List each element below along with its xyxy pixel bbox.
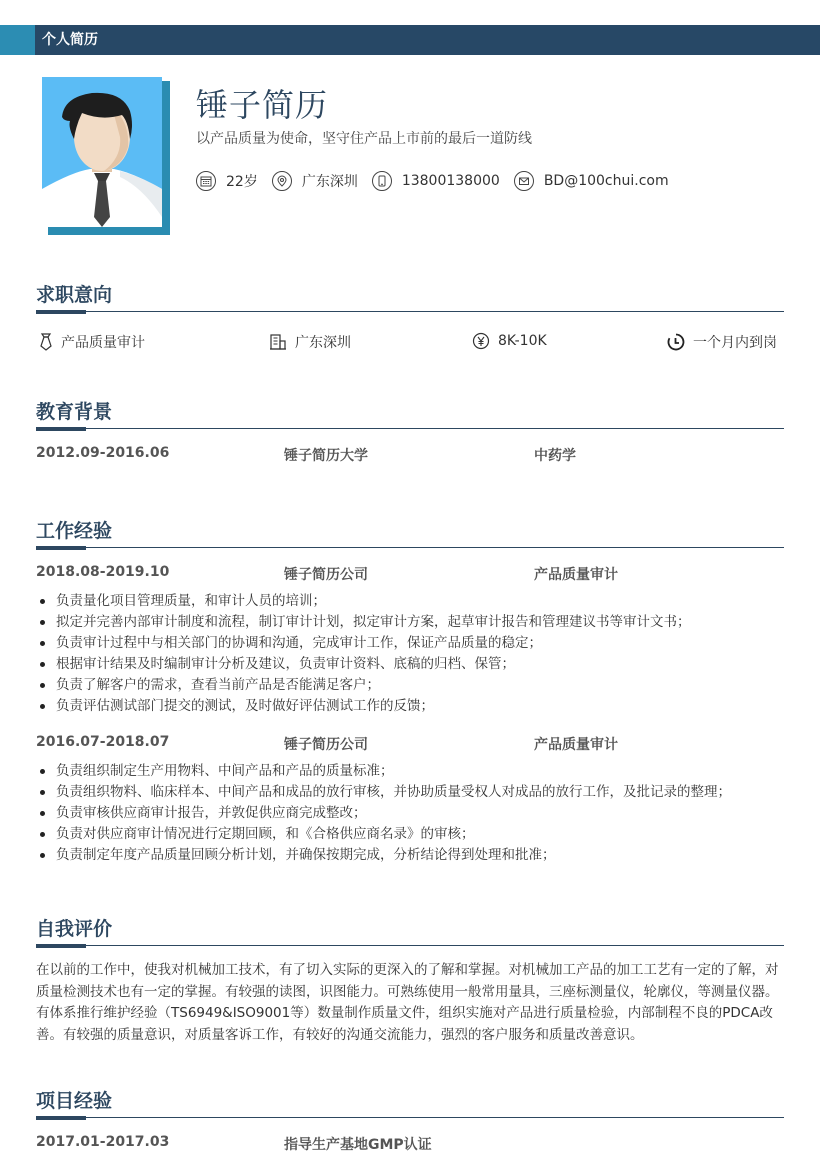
candidate-name: 锤子简历 xyxy=(196,86,329,124)
intent-availability xyxy=(667,332,777,352)
email-icon xyxy=(514,171,534,191)
section-underline xyxy=(36,310,86,314)
contact-list xyxy=(196,171,683,191)
work-period: 2018.08-2019.10 xyxy=(36,564,170,580)
section-underline xyxy=(36,546,86,550)
work-position: 产品质量审计 xyxy=(534,567,618,583)
section-underline xyxy=(36,944,86,948)
work-position: 产品质量审计 xyxy=(534,737,618,753)
duty-item: 负责评估测试部门提交的测试，及时做好评估测试工作的反馈； xyxy=(36,696,784,717)
avatar xyxy=(42,77,170,235)
section-self-eval xyxy=(36,916,784,1046)
contact-location xyxy=(272,171,358,191)
header-accent xyxy=(0,25,35,55)
phone-icon xyxy=(372,171,392,191)
person-illustration-icon xyxy=(42,77,162,227)
section-projects xyxy=(36,1088,784,1154)
work-period: 2016.07-2018.07 xyxy=(36,734,170,750)
work-duties xyxy=(36,591,784,717)
section-education xyxy=(36,399,784,465)
section-title: 项目经验 xyxy=(36,1090,113,1112)
education-school: 锤子简历大学 xyxy=(284,448,368,464)
clock-icon xyxy=(667,333,685,351)
education-major: 中药学 xyxy=(534,448,576,464)
duty-item: 负责审核供应商审计报告，并敦促供应商完成整改； xyxy=(36,803,784,824)
location-icon xyxy=(272,171,292,191)
phone-value[interactable]: 13800138000 xyxy=(401,173,500,189)
project-name: 指导生产基地GMP认证 xyxy=(284,1137,432,1153)
section-underline xyxy=(36,427,86,431)
section-header xyxy=(36,916,784,946)
intent-position-value: 产品质量审计 xyxy=(61,335,145,351)
section-header xyxy=(36,282,784,312)
duty-item: 负责组织制定生产用物料、中间产品和产品的质量标准； xyxy=(36,761,784,782)
header-bar xyxy=(0,25,820,55)
section-job-intent xyxy=(36,282,784,312)
section-work xyxy=(36,518,784,866)
job-intent-list xyxy=(36,332,784,352)
section-title: 求职意向 xyxy=(36,284,113,306)
section-title: 工作经验 xyxy=(36,520,113,542)
location-value: 广东深圳 xyxy=(301,174,358,190)
section-underline xyxy=(36,1116,86,1120)
building-icon xyxy=(269,333,287,351)
section-header xyxy=(36,518,784,548)
project-period: 2017.01-2017.03 xyxy=(36,1134,170,1150)
avatar-photo xyxy=(42,77,162,227)
work-entry-header xyxy=(36,734,784,754)
duty-item: 负责审计过程中与相关部门的协调和沟通，完成审计工作，保证产品质量的稳定； xyxy=(36,633,784,654)
motto: 以产品质量为使命，坚守住产品上市前的最后一道防线 xyxy=(196,131,532,147)
tie-icon xyxy=(39,333,53,351)
section-header xyxy=(36,399,784,429)
age-value: 22岁 xyxy=(226,174,258,190)
contact-phone xyxy=(372,171,500,191)
education-period: 2012.09-2016.06 xyxy=(36,445,170,461)
self-eval-text: 在以前的工作中，使我对机械加工技术，有了切入实际的更深入的了解和掌握。对机械加工产品的加工工艺有一定的了解，对质量检测技术也有一定的掌握。有较强的读图，识图能力。可熟练使用一般常用量具，三座标测量仪，轮廓仪，等测量仪器。有体系推行维护经验（TS6949&ISO9001等）数量制作质量文件，组织实施对产品进行质量检验，内部制程不良的PDCA改善。有较强的质量意识，对质量客诉工作，有较好的沟通交流能力，强烈的客户服务和质量改善意识。 xyxy=(36,962,779,1043)
intent-city xyxy=(269,332,351,352)
contact-age xyxy=(196,171,258,191)
intent-salary-value: 8K-10K xyxy=(498,333,547,349)
duty-item: 负责了解客户的需求，查看当前产品是否能满足客户； xyxy=(36,675,784,696)
contact-email xyxy=(514,171,669,191)
duty-item: 负责组织物料、临床样本、中间产品和成品的放行审核，并协助质量受权人对成品的放行工作，及批记录的整理； xyxy=(36,782,784,803)
email-value[interactable]: BD@100chui.com xyxy=(543,173,669,189)
duty-item: 负责对供应商审计情况进行定期回顾，和《合格供应商名录》的审核； xyxy=(36,824,784,845)
work-duties xyxy=(36,761,784,866)
calendar-icon xyxy=(196,171,216,191)
education-entry xyxy=(36,445,784,465)
yuan-icon xyxy=(472,332,490,350)
work-entry-header xyxy=(36,564,784,584)
work-company: 锤子简历公司 xyxy=(284,567,368,583)
section-header xyxy=(36,1088,784,1118)
duty-item: 根据审计结果及时编制审计分析及建议，负责审计资料、底稿的归档、保管； xyxy=(36,654,784,675)
header-title: 个人简历 xyxy=(42,32,98,48)
project-entry xyxy=(36,1134,784,1154)
duty-item: 负责量化项目管理质量，和审计人员的培训； xyxy=(36,591,784,612)
duty-item: 负责制定年度产品质量回顾分析计划，并确保按期完成，分析结论得到处理和批准； xyxy=(36,845,784,866)
section-title: 教育背景 xyxy=(36,401,113,423)
intent-position xyxy=(39,332,145,352)
section-title: 自我评价 xyxy=(36,918,113,940)
intent-salary xyxy=(472,332,547,350)
intent-availability-value: 一个月内到岗 xyxy=(693,335,777,351)
intent-city-value: 广东深圳 xyxy=(295,335,351,351)
work-company: 锤子简历公司 xyxy=(284,737,368,753)
duty-item: 拟定并完善内部审计制度和流程，制订审计计划，拟定审计方案，起草审计报告和管理建议书等审计文书； xyxy=(36,612,784,633)
